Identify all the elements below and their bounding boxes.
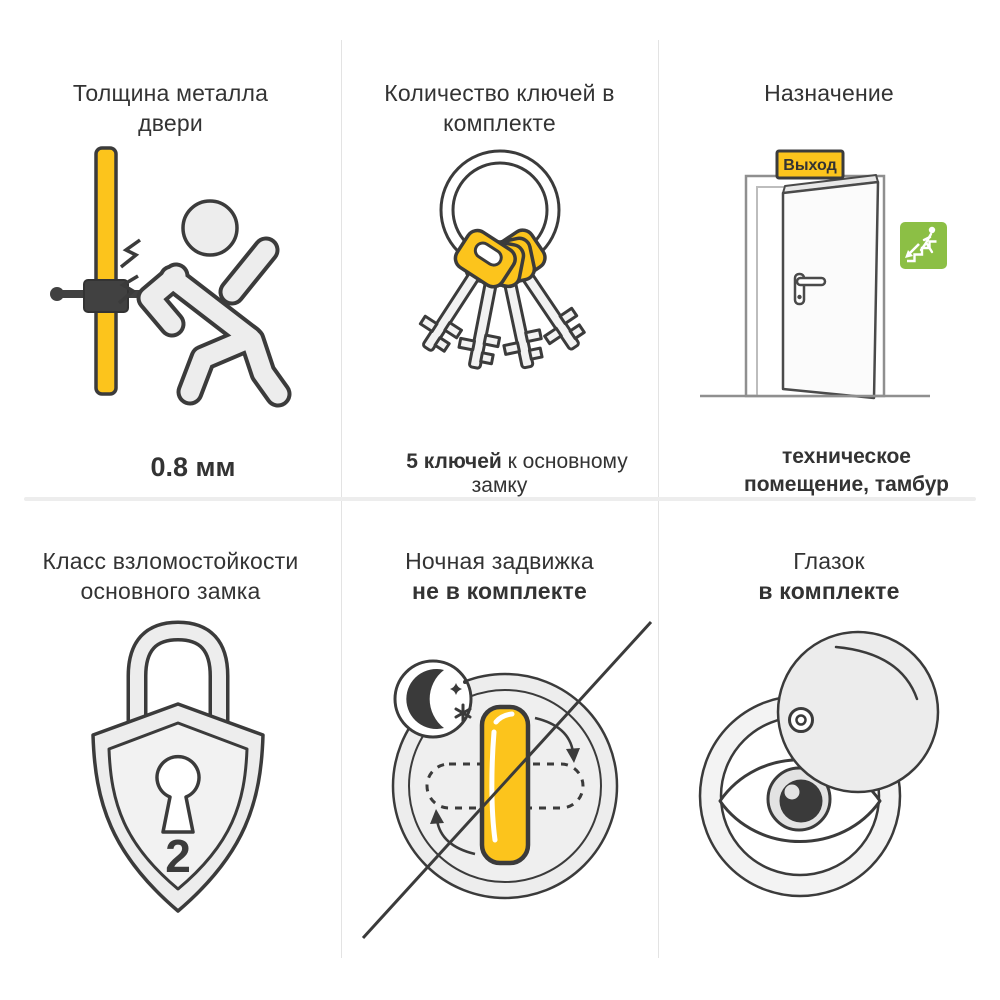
panel-metal-thickness [0,40,341,500]
peephole-cover-icon [778,632,938,792]
metal-sheet-icon [96,148,116,394]
panel-title: Количество ключей в комплекте [384,80,615,136]
stairs-exit-icon [900,222,947,269]
panel-purpose [658,40,1000,500]
open-door-icon [700,175,930,398]
night-latch-illustration [341,500,658,958]
panel-keys-count [341,40,658,500]
cover-rivet-icon [790,709,813,732]
exit-sign-label: Выход [783,157,837,174]
panel-title: Назначение [764,80,894,106]
moon-stars-icon [395,661,471,737]
key-set-icon [404,226,597,373]
panel-title: Толщина металла двери [72,80,269,136]
panel-title: Глазок в комплекте [758,548,900,604]
person-pushing-icon [150,201,278,394]
panel-title: Ночная задвижка не в комплекте [405,548,594,604]
thumbturn-icon [482,707,528,863]
shield-padlock-icon [93,631,263,911]
thickness-value: 0.8 мм [150,452,236,482]
exit-sign [777,151,843,178]
lock-class-value: 2 [165,830,191,882]
panel-night-latch [341,500,658,958]
lock-class-illustration [0,500,341,958]
panel-peephole [658,500,1000,958]
purpose-value: техническое помещение, тамбур [744,445,949,496]
panel-title: Класс взломостойкости основного замка [42,548,299,604]
peephole-illustration [658,500,1000,958]
panel-lock-class [0,500,341,958]
keys-count-value: 5 ключей к основному замку [406,450,634,497]
